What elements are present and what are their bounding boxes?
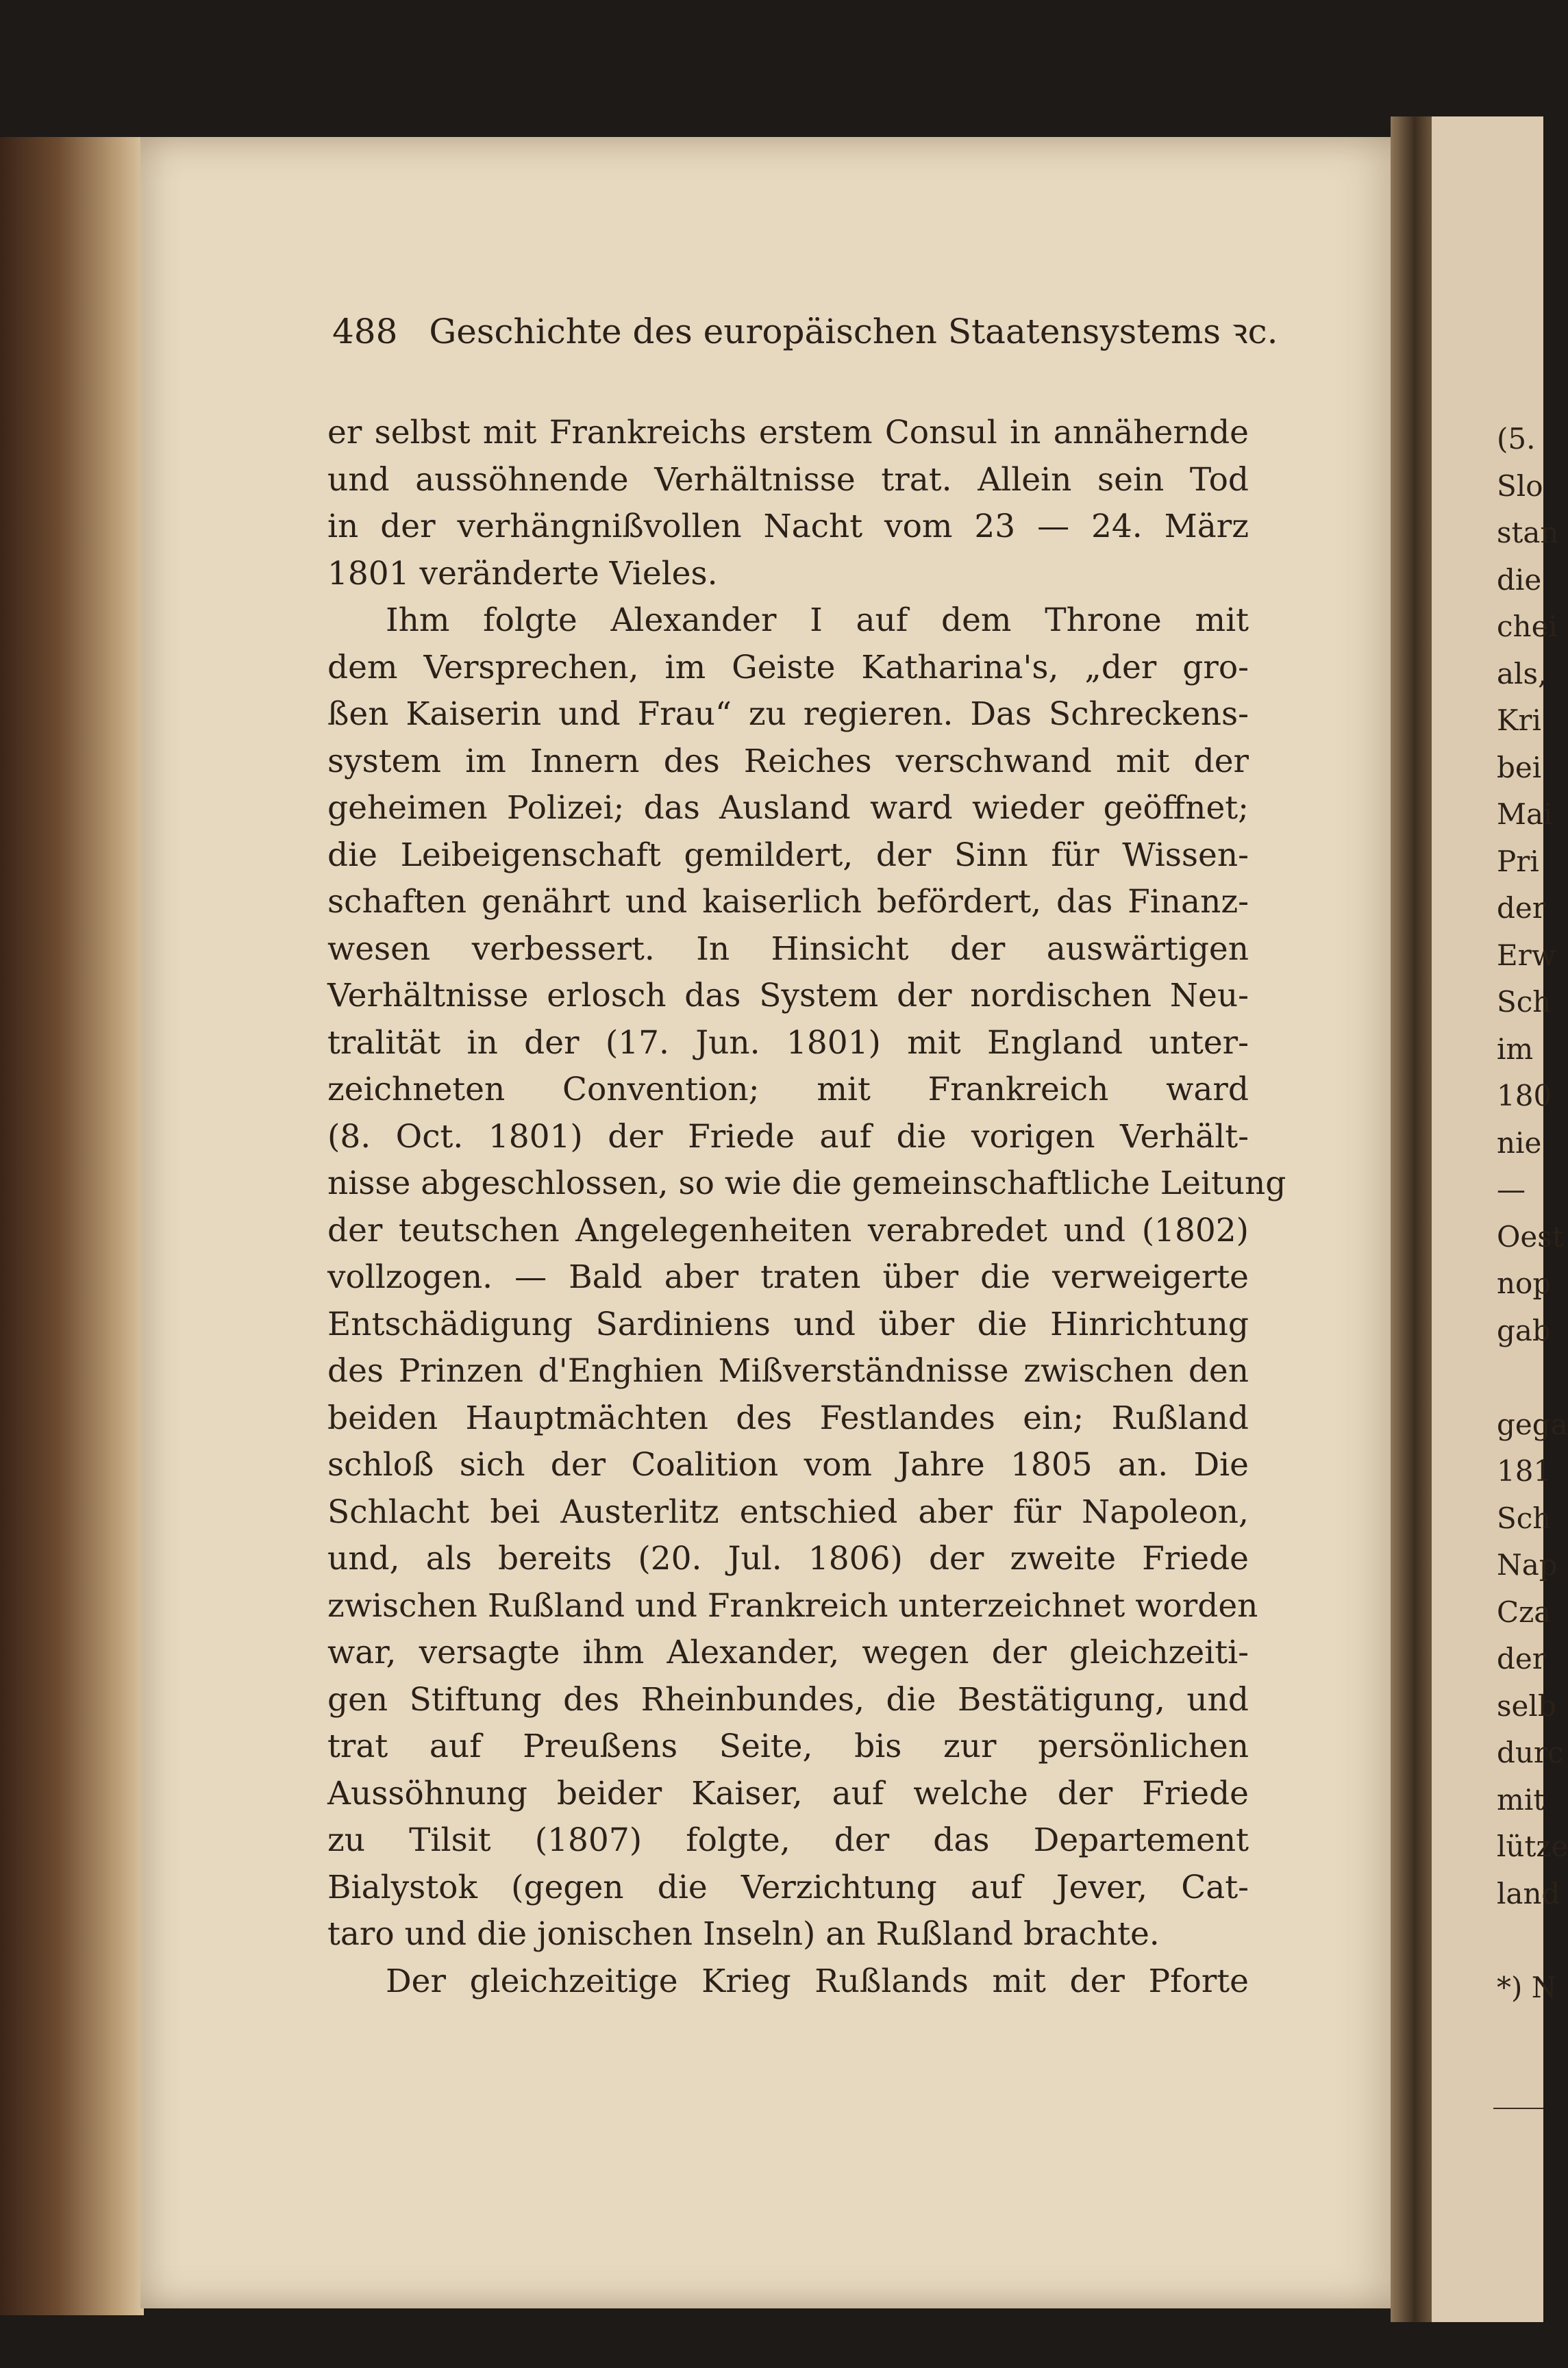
- footnote-rule: [1493, 2108, 1543, 2109]
- facing-page-fragment: chei: [1497, 610, 1558, 643]
- facing-page-fragment: —: [1497, 1173, 1526, 1206]
- text-line: und, als bereits (20. Jul. 1806) der zweite Friede: [327, 1540, 1249, 1578]
- facing-page-fragment: Kri: [1497, 703, 1541, 737]
- text-line: des Prinzen d'Enghien Mißverständnisse zwischen den: [327, 1352, 1249, 1390]
- text-line: gen Stiftung des Rheinbundes, die Bestätigung, und: [327, 1680, 1249, 1719]
- book-edge-left: [0, 137, 144, 2315]
- text-line: nisse abgeschlossen, so wie die gemeinschaftliche Leitung: [327, 1164, 1286, 1202]
- text-line: zeichneten Convention; mit Frankreich ward: [327, 1071, 1249, 1108]
- text-line: 1801 veränderte Vieles.: [327, 554, 718, 593]
- text-line: Schlacht bei Austerlitz entschied aber für Napoleon,: [327, 1493, 1249, 1531]
- text-line: (8. Oct. 1801) der Friede auf die vorigen Verhält-: [327, 1117, 1249, 1156]
- facing-page-fragment: (5.: [1497, 422, 1536, 456]
- facing-page-fragment: 181: [1497, 1454, 1552, 1488]
- text-line: vollzogen. — Bald aber traten über die verweigerte: [327, 1258, 1249, 1296]
- facing-page-fragment: Sch: [1497, 985, 1552, 1019]
- facing-page: [1432, 116, 1568, 2322]
- facing-page-fragment: Sch: [1497, 1501, 1552, 1535]
- text-line: Bialystok (gegen die Verzichtung auf Jever, Cat-: [327, 1868, 1249, 1906]
- facing-page-fragment: lütze: [1497, 1830, 1568, 1863]
- facing-page-fragment: stan: [1497, 516, 1559, 549]
- text-line: taro und die jonischen Inseln) an Rußland brachte.: [327, 1915, 1160, 1953]
- facing-page-fragment: Oest: [1497, 1219, 1564, 1254]
- facing-page-fragment: Pri: [1497, 844, 1539, 878]
- text-line: dem Versprechen, im Geiste Katharina's, „der gro-: [327, 648, 1249, 686]
- text-line: Der gleichzeitige Krieg Rußlands mit der Pforte: [386, 1962, 1249, 2000]
- facing-page-fragment: Mai: [1497, 797, 1553, 831]
- page-number: 488: [332, 312, 398, 351]
- text-line: Entschädigung Sardiniens und über die Hinrichtung: [327, 1305, 1249, 1343]
- facing-page-fragment: bei: [1497, 750, 1542, 784]
- facing-page-fragment: Slo: [1497, 469, 1543, 503]
- text-line: ßen Kaiserin und Frau“ zu regieren. Das Schreckens-: [327, 695, 1249, 733]
- text-line: schaften genährt und kaiserlich befördert, das Finanz-: [327, 883, 1249, 921]
- running-title: Geschichte des europäischen Staatensystems ꝛc.: [429, 312, 1278, 351]
- facing-page-fragment: 180: [1497, 1079, 1552, 1112]
- facing-page-fragment: selb: [1497, 1688, 1556, 1723]
- text-line: wesen verbessert. In Hinsicht der auswärtigen: [327, 930, 1249, 968]
- body-text: [327, 410, 1286, 2005]
- facing-page-fragment: die: [1497, 562, 1542, 597]
- facing-page-fragment: gega: [1497, 1407, 1568, 1441]
- facing-page-fragment: als,: [1497, 656, 1547, 690]
- facing-page-fragment: mit: [1497, 1782, 1545, 1817]
- text-line: Verhältnisse erlosch das System der nordischen Neu-: [327, 977, 1249, 1014]
- text-line: zwischen Rußland und Frankreich unterzeichnet worden: [327, 1586, 1258, 1625]
- running-header: [332, 307, 1278, 353]
- facing-page-fragment: im: [1497, 1032, 1534, 1066]
- facing-page-fragment: der: [1497, 891, 1546, 925]
- facing-page-fragment: durc: [1497, 1736, 1564, 1769]
- facing-page-fragment: der: [1497, 1642, 1546, 1675]
- facing-page-fragment: Erw: [1497, 938, 1556, 972]
- text-line: geheimen Polizei; das Ausland ward wieder geöffnet;: [327, 789, 1249, 827]
- text-line: Aussöhnung beider Kaiser, auf welche der Friede: [327, 1774, 1249, 1812]
- text-line: Ihm folgte Alexander I auf dem Throne mit: [386, 601, 1249, 639]
- text-line: tralität in der (17. Jun. 1801) mit England unter-: [327, 1023, 1249, 1062]
- text-line: er selbst mit Frankreichs erstem Consul in annähernde: [327, 414, 1249, 451]
- facing-page-fragment: Cza: [1497, 1595, 1552, 1629]
- facing-page-fragment: nop: [1497, 1267, 1552, 1300]
- text-line: zu Tilsit (1807) folgte, der das Departement: [327, 1821, 1249, 1859]
- text-line: war, versagte ihm Alexander, wegen der gleichzeiti-: [327, 1634, 1249, 1671]
- text-line: der teutschen Angelegenheiten verabredet und (1802): [327, 1211, 1249, 1249]
- text-line: trat auf Preußens Seite, bis zur persönlichen: [327, 1728, 1249, 1765]
- facing-page-fragment: nie: [1497, 1125, 1542, 1160]
- text-line: beiden Hauptmächten des Festlandes ein; Rußland: [327, 1399, 1249, 1437]
- text-line: schloß sich der Coalition vom Jahre 1805 an. Die: [327, 1446, 1249, 1484]
- facing-page-fragment: *) N: [1497, 1970, 1557, 2004]
- facing-page-fragment: gab: [1497, 1313, 1551, 1347]
- text-line: die Leibeigenschaft gemildert, der Sinn für Wissen-: [327, 836, 1249, 874]
- facing-page-fragment: land: [1497, 1876, 1560, 1910]
- text-line: und aussöhnende Verhältnisse trat. Allein sein Tod: [327, 460, 1249, 499]
- text-line: in der verhängnißvollen Nacht vom 23 — 24. März: [327, 508, 1249, 545]
- facing-page-fragment: Nap: [1497, 1548, 1558, 1582]
- text-line: system im Innern des Reiches verschwand mit der: [327, 742, 1249, 780]
